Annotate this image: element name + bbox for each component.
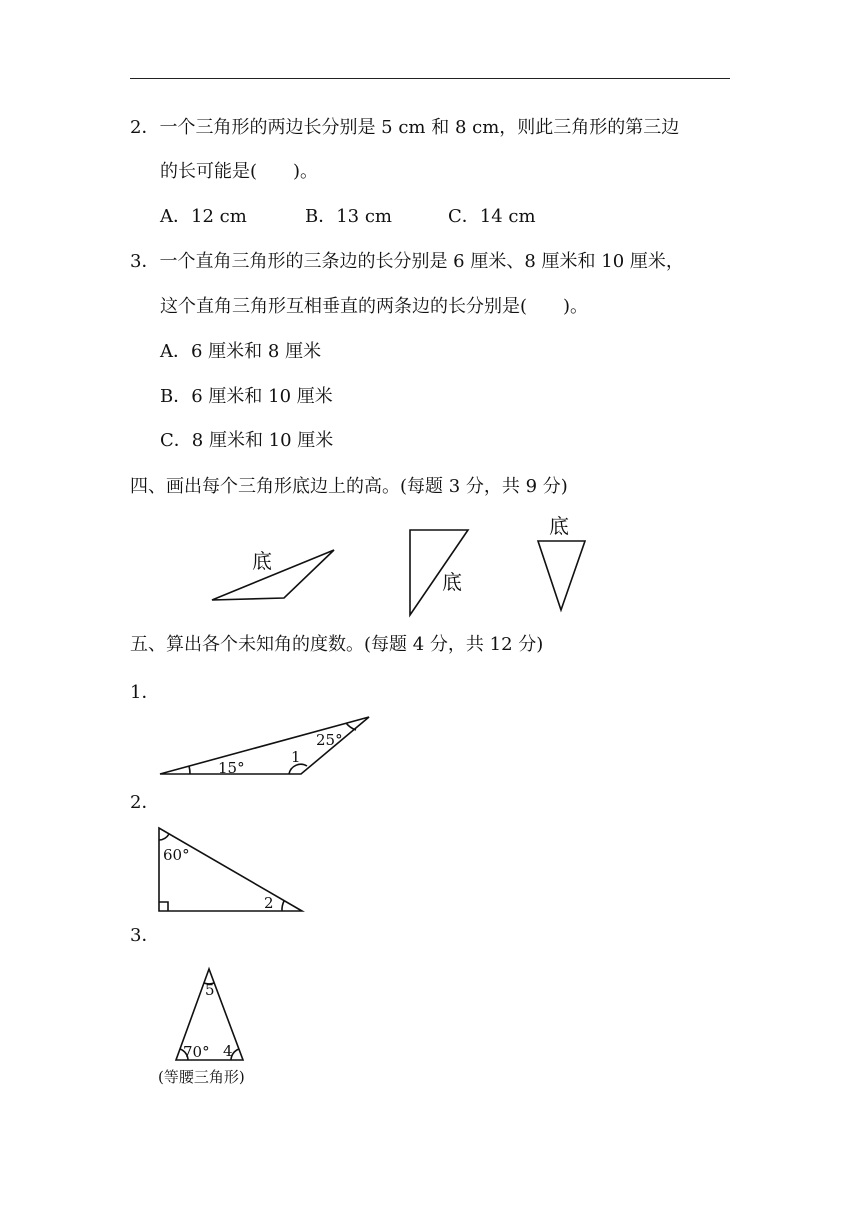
q2-option-a: A．12 cm — [160, 206, 247, 227]
problem3-label-4: 4 — [223, 1042, 233, 1060]
q3-option-a: A．6 厘米和 8 厘米 — [160, 341, 322, 362]
q2-option-c: C．14 cm — [448, 206, 536, 227]
q3-option-c: C．8 厘米和 10 厘米 — [160, 430, 334, 451]
q3-option-b: B．6 厘米和 10 厘米 — [160, 386, 333, 407]
problem2-right-angle-mark — [159, 902, 168, 911]
base-label-1: 底 — [252, 549, 272, 573]
problem1-label-15: 15° — [218, 759, 245, 777]
q3-line2: 这个直角三角形互相垂直的两条边的长分别是( )。 — [160, 296, 589, 317]
problem1-arc-15 — [189, 766, 190, 774]
problem2-label-2: 2 — [264, 894, 274, 912]
problem2-arc-2 — [282, 901, 284, 911]
problem1-label-1: 1 — [291, 748, 301, 766]
problem2-arc-60 — [159, 834, 169, 840]
q2-line1: 2．一个三角形的两边长分别是 5 cm 和 8 cm，则此三角形的第三边 — [130, 117, 680, 138]
problem3-caption: (等腰三角形) — [158, 1068, 245, 1086]
problem2-number: 2． — [130, 792, 160, 813]
problem3-label-5: 5 — [205, 981, 215, 999]
triangle-obtuse — [212, 550, 334, 600]
q3-line1: 3．一个直角三角形的三条边的长分别是 6 厘米、8 厘米和 10 厘米， — [130, 251, 684, 272]
problem1-label-25: 25° — [316, 731, 343, 749]
problem2-label-60: 60° — [163, 846, 190, 864]
problem3-label-70: 70° — [183, 1043, 210, 1061]
section5-heading: 五、算出各个未知角的度数。(每题 4 分，共 12 分) — [130, 634, 544, 655]
section4-heading: 四、画出每个三角形底边上的高。(每题 3 分，共 9 分) — [130, 476, 568, 497]
problem3-number: 3． — [130, 925, 160, 946]
problem1-arc-25 — [346, 723, 356, 730]
base-label-2: 底 — [442, 570, 462, 594]
base-label-3: 底 — [549, 514, 569, 538]
q2-option-b: B．13 cm — [305, 206, 393, 227]
problem2-triangle — [159, 828, 302, 911]
problem1-number: 1． — [130, 682, 160, 703]
q2-line2: 的长可能是( )。 — [160, 161, 319, 182]
triangle-inverted — [538, 541, 585, 610]
